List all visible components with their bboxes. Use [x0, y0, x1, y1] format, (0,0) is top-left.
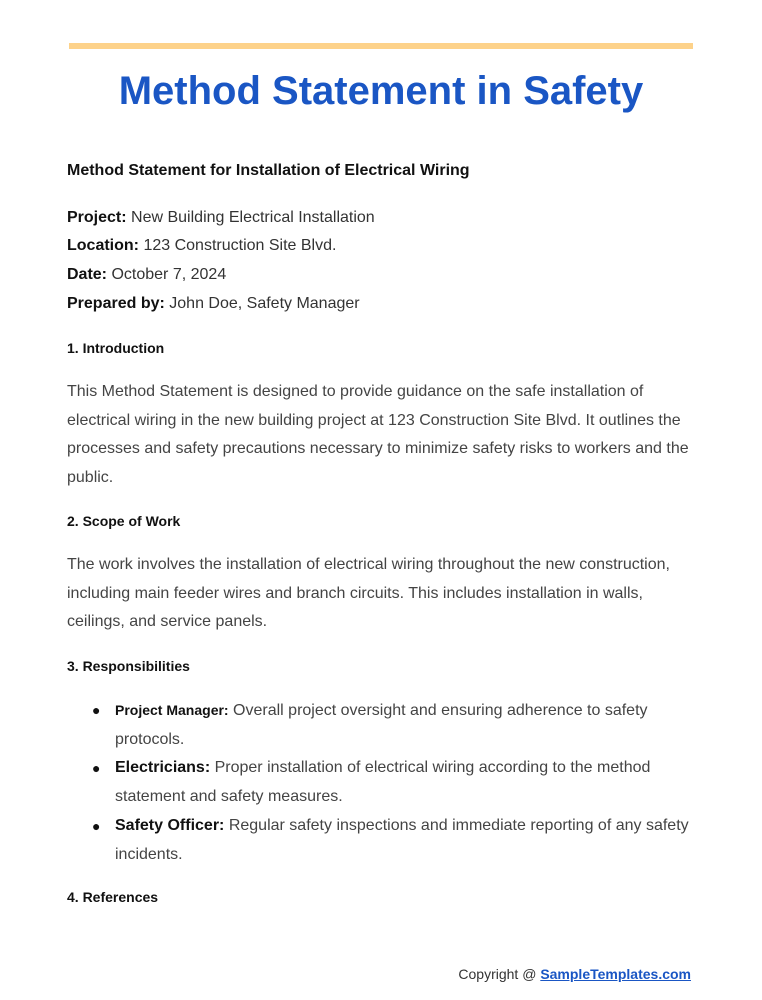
responsibilities-list: [67, 696, 697, 869]
bullet-icon: ●: [92, 817, 101, 834]
bullet-icon: ●: [92, 702, 101, 718]
meta-project-value: New Building Electrical Installation: [131, 209, 375, 226]
document-subtitle: Method Statement for Installation of Electrical Wiring: [67, 162, 470, 179]
footer-link[interactable]: SampleTemplates.com: [540, 966, 691, 982]
section-heading-references: 4. References: [67, 889, 159, 905]
meta-prepared-by-value: John Doe, Safety Manager: [169, 295, 360, 312]
responsibility-desc: Proper installation of electrical wiring according to the method statement and safety measures.: [115, 759, 651, 806]
responsibility-desc: Regular safety inspections and immediate reporting of any safety incidents.: [115, 816, 689, 863]
meta-date-label: Date:: [67, 266, 108, 283]
section-text-scope: The work involves the installation of electrical wiring throughout the new construction, including main feeder wires and branch circuits. This includes installation in walls, ceilings, and service panels.: [67, 556, 670, 631]
meta-project: [67, 208, 375, 228]
list-item: [67, 754, 697, 811]
page-title: Method Statement in Safety: [118, 69, 644, 113]
list-item: [67, 696, 697, 754]
responsibility-role: Electricians:: [115, 759, 211, 777]
meta-location-label: Location:: [67, 237, 139, 254]
meta-location: [67, 236, 336, 256]
responsibility-role: Safety Officer:: [115, 816, 225, 834]
footer-copyright: [458, 966, 691, 982]
section-heading-responsibilities: 3. Responsibilities: [67, 658, 190, 674]
meta-date: [67, 265, 226, 285]
section-heading-scope: 2. Scope of Work: [67, 513, 181, 529]
bullet-icon: ●: [92, 760, 101, 777]
meta-date-value: October 7, 2024: [111, 266, 227, 283]
top-accent-rule: [69, 43, 693, 49]
list-item: [67, 812, 697, 869]
meta-prepared-by: [67, 294, 360, 314]
responsibility-role: Project Manager:: [115, 702, 229, 718]
meta-prepared-by-label: Prepared by:: [67, 295, 165, 312]
section-heading-introduction: 1. Introduction: [67, 340, 165, 356]
section-text-introduction: This Method Statement is designed to provide guidance on the safe installation of electrical wiring in the new building project at 123 Construction Site Blvd. It outlines the processes and safety precautions necessary to minimize safety risks to workers and the public.: [67, 383, 689, 487]
footer-prefix: Copyright @: [458, 966, 537, 982]
meta-location-value: 123 Construction Site Blvd.: [143, 237, 337, 254]
meta-project-label: Project:: [67, 209, 127, 226]
responsibility-desc: Overall project oversight and ensuring adherence to safety protocols.: [115, 702, 648, 748]
